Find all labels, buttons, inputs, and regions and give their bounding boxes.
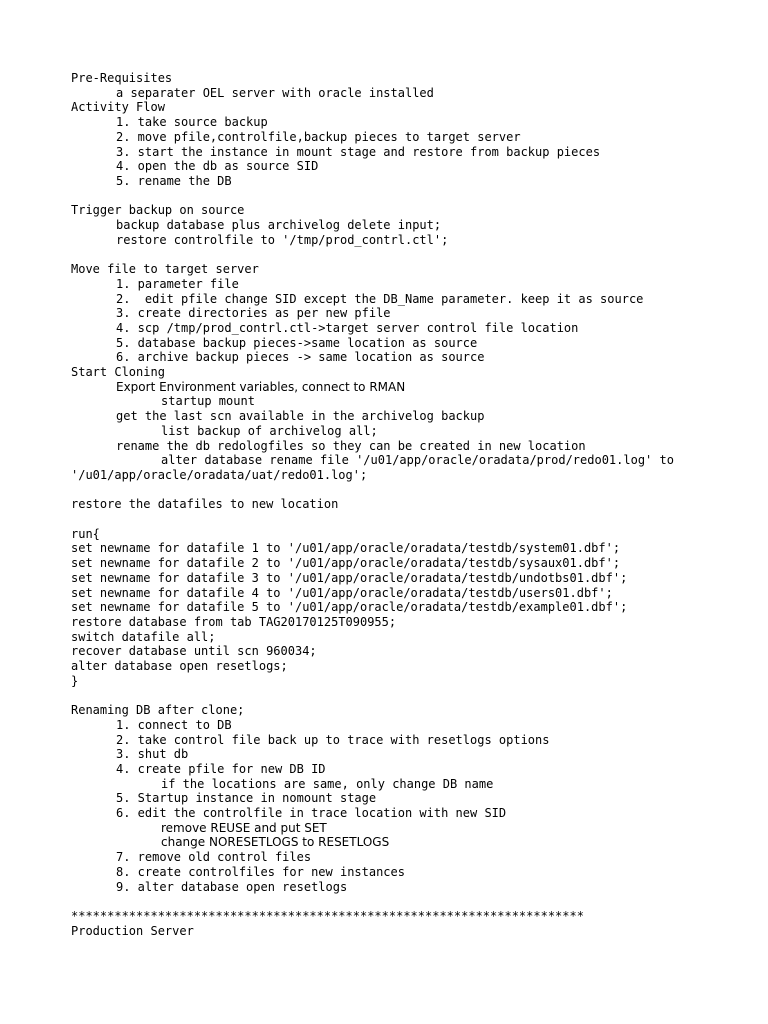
cloning-rename: rename the db redologfiles so they can be created in new location: [116, 438, 586, 453]
spacer: [71, 688, 751, 703]
code-line: alter database open resetlogs;: [71, 659, 288, 674]
trigger-line: backup database plus archivelog delete input;: [116, 218, 442, 233]
cloning-list: list backup of archivelog all;: [161, 423, 378, 438]
renaming-substep: change NORESETLOGS to RESETLOGS: [161, 835, 390, 850]
activity-step: 5. rename the DB: [116, 173, 232, 188]
prereq-line: a separater OEL server with oracle installed: [116, 85, 434, 100]
renaming-heading: Renaming DB after clone;: [71, 703, 245, 718]
renaming-step: 9. alter database open resetlogs: [116, 879, 348, 894]
activity-heading: Activity Flow: [71, 100, 165, 115]
separator-line: ***********************************************************************: [71, 908, 584, 923]
move-step: 5. database backup pieces->same location as source: [116, 335, 478, 350]
cloning-alter: alter database rename file '/u01/app/oracle/oradata/prod/redo01.log' to: [161, 453, 674, 468]
renaming-step: 7. remove old control files: [116, 850, 312, 865]
renaming-step: 1. connect to DB: [116, 717, 232, 732]
renaming-step: 5. Startup instance in nomount stage: [116, 791, 377, 806]
code-line: recover database until scn 960034;: [71, 644, 317, 659]
cloning-env: Export Environment variables, connect to RMAN: [116, 379, 406, 394]
renaming-step: 4. create pfile for new DB ID: [116, 761, 326, 776]
activity-step: 2. move pfile,controlfile,backup pieces to target server: [116, 129, 521, 144]
move-step: 2. edit pfile change SID except the DB_Name parameter. keep it as source: [116, 291, 644, 306]
move-heading: Move file to target server: [71, 262, 259, 277]
activity-step: 1. take source backup: [116, 115, 268, 130]
renaming-step: 3. shut db: [116, 747, 189, 762]
renaming-substep: remove REUSE and put SET: [161, 820, 327, 835]
code-line: set newname for datafile 2 to '/u01/app/oracle/oradata/testdb/sysaux01.dbf';: [71, 556, 621, 571]
cloning-startup: startup mount: [161, 394, 255, 409]
spacer: [71, 894, 751, 909]
code-line: restore database from tab TAG20170125T090955;: [71, 614, 397, 629]
move-step: 6. archive backup pieces -> same location as source: [116, 350, 485, 365]
cloning-alter-cont: '/u01/app/oracle/oradata/uat/redo01.log';: [71, 467, 368, 482]
spacer: [71, 247, 751, 262]
renaming-step: 2. take control file back up to trace with resetlogs options: [116, 732, 550, 747]
renaming-substep: if the locations are same, only change DB name: [161, 776, 494, 791]
cloning-scn: get the last scn available in the archivelog backup: [116, 409, 485, 424]
spacer: [71, 189, 751, 204]
production-server-heading: Production Server: [71, 923, 194, 938]
move-step: 4. scp /tmp/prod_contrl.ctl->target server control file location: [116, 320, 579, 335]
trigger-line: restore controlfile to '/tmp/prod_contrl.ctl';: [116, 232, 449, 247]
prereq-heading: Pre-Requisites: [71, 71, 173, 85]
trigger-heading: Trigger backup on source: [71, 203, 245, 218]
spacer: [71, 512, 751, 527]
cloning-heading: Start Cloning: [71, 365, 165, 380]
restore-heading: restore the datafiles to new location: [71, 497, 339, 512]
code-line: set newname for datafile 5 to '/u01/app/oracle/oradata/testdb/example01.dbf';: [71, 600, 628, 615]
document-page: [71, 71, 751, 938]
spacer: [71, 483, 751, 498]
move-step: 1. parameter file: [116, 276, 239, 291]
code-line: set newname for datafile 3 to '/u01/app/oracle/oradata/testdb/undotbs01.dbf';: [71, 570, 628, 585]
activity-step: 3. start the instance in mount stage and restore from backup pieces: [116, 144, 601, 159]
renaming-step: 8. create controlfiles for new instances: [116, 864, 405, 879]
code-line: }: [71, 673, 79, 688]
code-line: run{: [71, 526, 100, 541]
code-line: set newname for datafile 4 to '/u01/app/oracle/oradata/testdb/users01.dbf';: [71, 585, 613, 600]
move-step: 3. create directories as per new pfile: [116, 306, 391, 321]
renaming-step: 6. edit the controlfile in trace location with new SID: [116, 806, 507, 821]
code-line: switch datafile all;: [71, 629, 216, 644]
code-line: set newname for datafile 1 to '/u01/app/oracle/oradata/testdb/system01.dbf';: [71, 541, 621, 556]
activity-step: 4. open the db as source SID: [116, 159, 319, 174]
